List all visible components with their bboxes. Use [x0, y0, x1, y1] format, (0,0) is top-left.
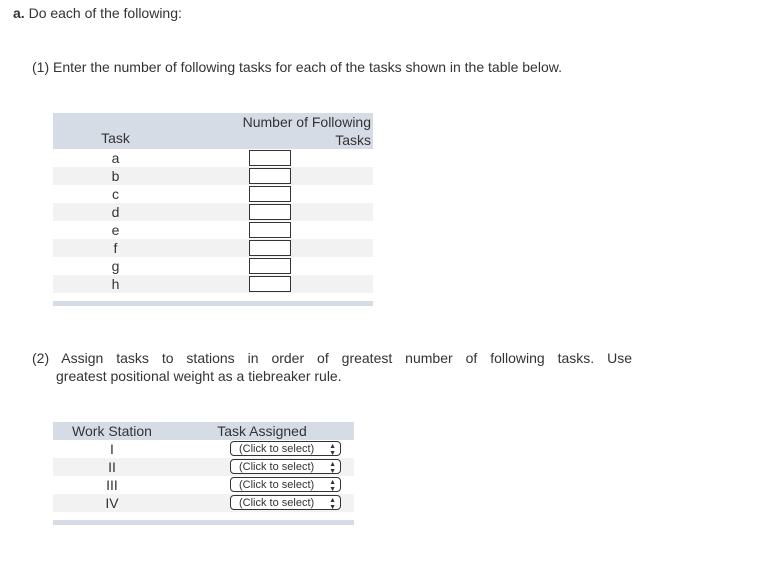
- task-label: c: [112, 186, 119, 202]
- work-station-label: II: [108, 459, 116, 475]
- work-station-label: IV: [105, 495, 119, 511]
- table-row: [53, 440, 354, 458]
- following-count-input[interactable]: [249, 150, 291, 166]
- work-station-label: I: [110, 441, 114, 457]
- updown-arrows-icon: ▲ ▼: [329, 461, 336, 475]
- updown-arrows-icon: ▲ ▼: [329, 497, 336, 511]
- part-a-text: Do each of the following:: [28, 5, 182, 21]
- following-count-input[interactable]: [249, 204, 291, 220]
- table-row: [53, 239, 373, 257]
- table-row: [53, 275, 373, 293]
- task-assigned-select[interactable]: [230, 459, 341, 474]
- task-assigned-select[interactable]: [230, 495, 341, 510]
- following-count-input[interactable]: [249, 222, 291, 238]
- following-count-header-line1: Number of Following: [242, 114, 371, 130]
- table-row: [53, 458, 354, 476]
- task-assigned-select[interactable]: [230, 441, 341, 456]
- task-assigned-select-value: (Click to select): [239, 479, 315, 491]
- task-assigned-select-value: (Click to select): [239, 461, 315, 473]
- table-row: [53, 221, 373, 239]
- updown-arrows-icon: ▲ ▼: [329, 443, 336, 457]
- task-label: a: [111, 150, 120, 166]
- task-label: f: [113, 240, 118, 256]
- following-count-input[interactable]: [249, 276, 291, 292]
- task-assigned-select-value: (Click to select): [239, 443, 315, 455]
- task-label: h: [111, 276, 120, 292]
- table-row: [53, 476, 354, 494]
- question-1-text: (1) Enter the number of following tasks for each of the tasks shown in the table below.: [32, 59, 562, 75]
- table-row: [53, 185, 373, 203]
- task-column-header: Task: [101, 130, 130, 146]
- following-count-header-line2: Tasks: [335, 132, 371, 148]
- table-row: [53, 494, 354, 512]
- task-assigned-column-header: Task Assigned: [217, 423, 307, 439]
- table-row: [53, 203, 373, 221]
- work-station-column-header: Work Station: [72, 423, 152, 439]
- table-row: [53, 149, 373, 167]
- task-assigned-select[interactable]: [230, 477, 341, 492]
- table-footer-bar: [53, 520, 354, 525]
- part-a-heading: [13, 5, 182, 21]
- task-label: g: [111, 258, 120, 274]
- following-tasks-table-header: [53, 113, 373, 149]
- following-count-input[interactable]: [249, 258, 291, 274]
- updown-arrows-icon: ▲ ▼: [329, 479, 336, 493]
- following-count-column-header: [211, 113, 371, 149]
- question-2-text: [32, 349, 632, 385]
- following-tasks-table: [53, 113, 373, 306]
- table-row: [53, 167, 373, 185]
- following-count-input[interactable]: [249, 168, 291, 184]
- following-count-input[interactable]: [249, 186, 291, 202]
- task-label: e: [111, 222, 120, 238]
- question-2-line1: (2) Assign tasks to stations in order of greatest number of following tasks. Use: [32, 350, 632, 366]
- task-label: b: [111, 168, 120, 184]
- work-station-label: III: [106, 477, 118, 493]
- table-row: [53, 257, 373, 275]
- station-assignment-table-header: [53, 422, 354, 440]
- task-label: d: [111, 204, 120, 220]
- question-2-line2: greatest positional weight as a tiebreaker rule.: [56, 368, 342, 384]
- task-assigned-select-value: (Click to select): [239, 497, 315, 509]
- following-count-input[interactable]: [249, 240, 291, 256]
- table-footer-bar: [53, 301, 373, 306]
- part-a-label: a.: [13, 5, 25, 21]
- station-assignment-table: [53, 422, 354, 525]
